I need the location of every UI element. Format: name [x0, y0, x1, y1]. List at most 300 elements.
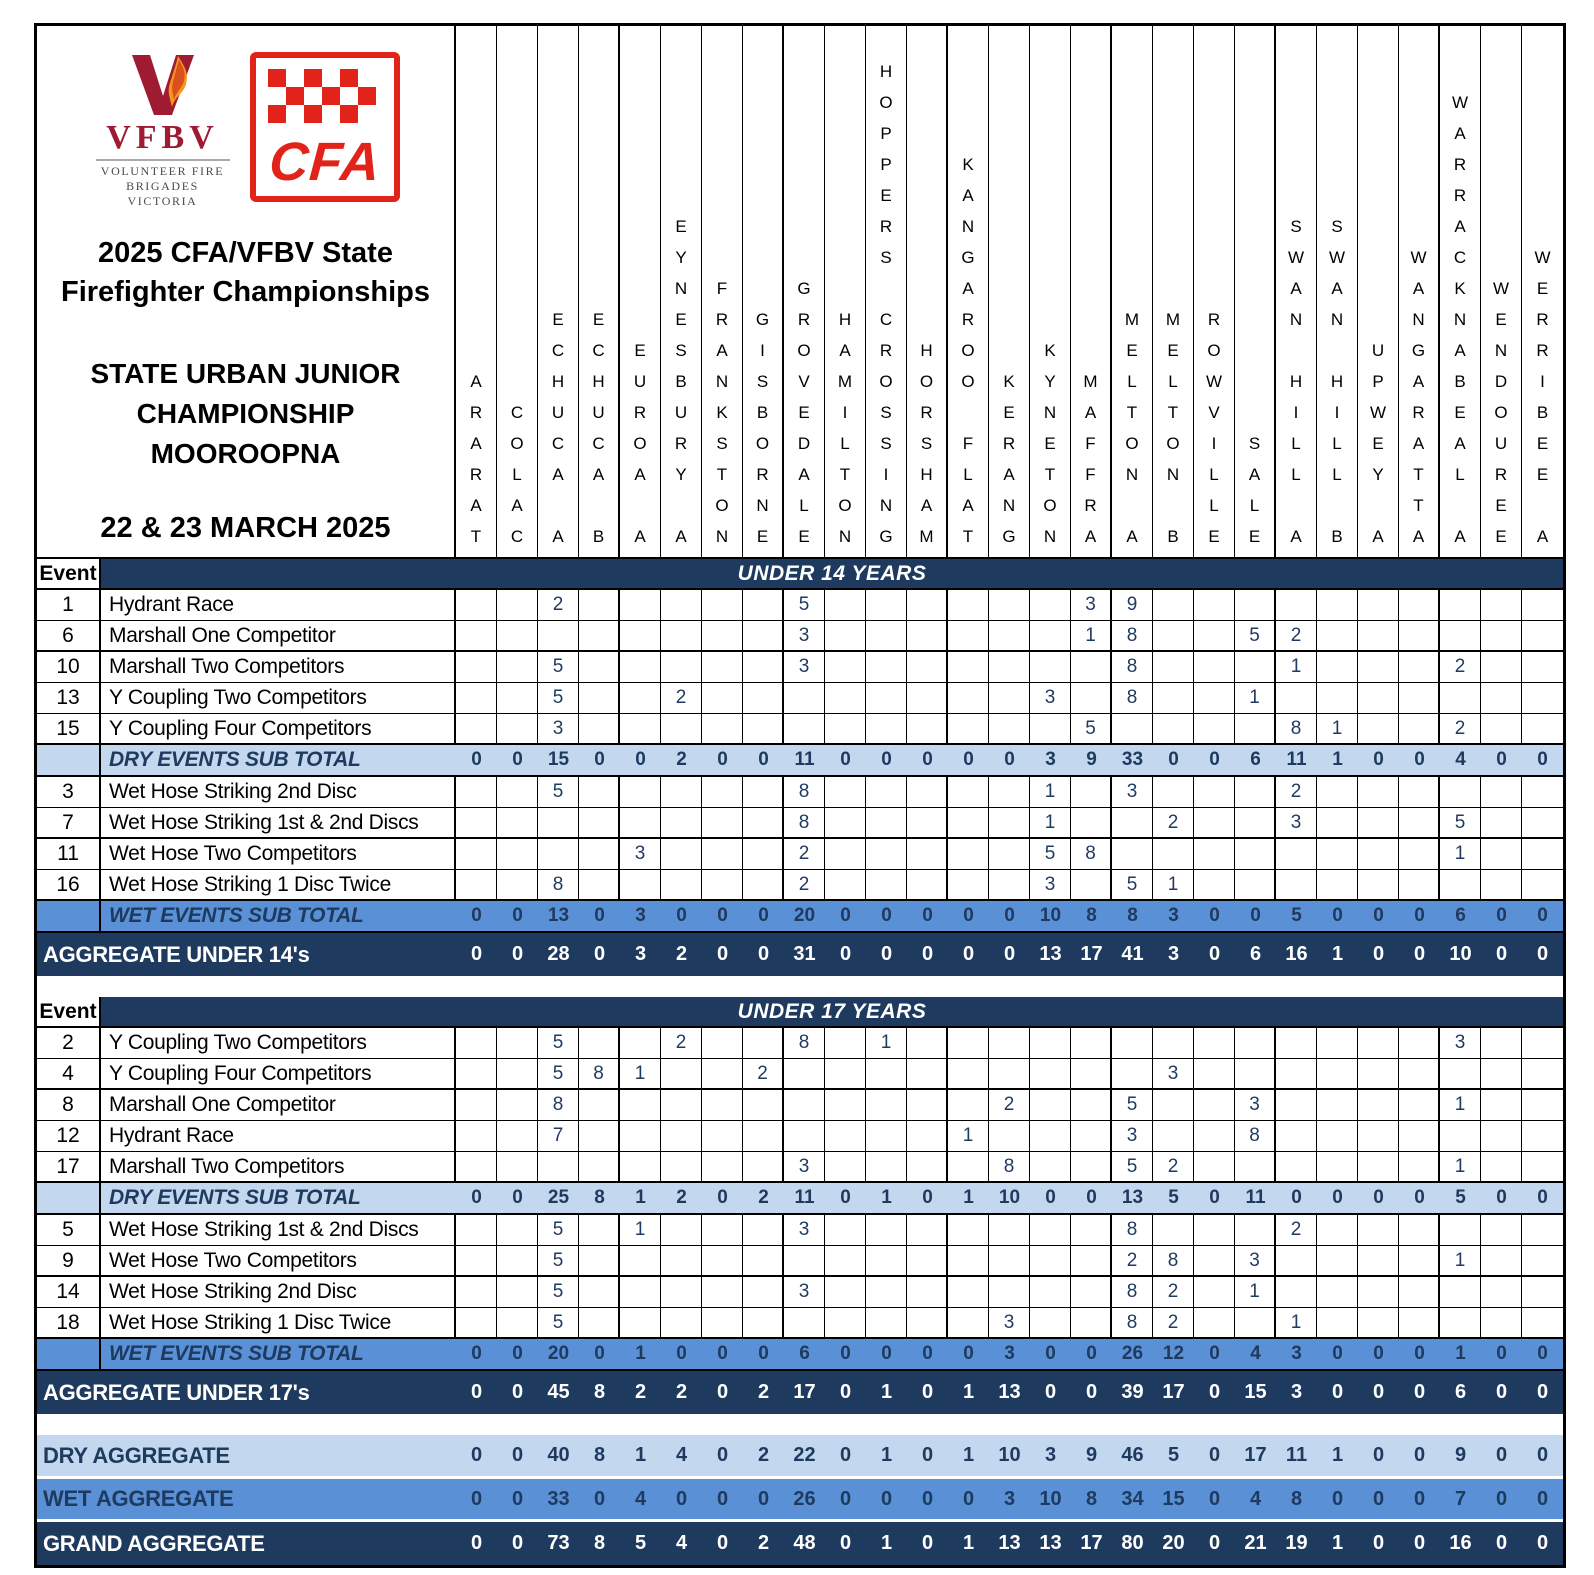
subtotal-cell: 0: [1522, 1339, 1563, 1371]
subtotal-cell: 3: [989, 1339, 1030, 1371]
event-column-header: Event: [37, 559, 101, 590]
score-cell: [579, 652, 620, 683]
score-cell: [989, 1215, 1030, 1246]
score-cell: 3: [1276, 808, 1317, 839]
score-cell: [989, 1121, 1030, 1152]
score-cell: [948, 1059, 989, 1090]
subtotal-cell: 0: [825, 1339, 866, 1371]
team-letter: F: [716, 279, 728, 298]
score-cell: [1153, 1121, 1194, 1152]
score-cell: 8: [1235, 1121, 1276, 1152]
score-cell: 1: [1235, 1277, 1276, 1308]
score-cell: [1071, 1215, 1112, 1246]
score-cell: 5: [1440, 808, 1481, 839]
score-cell: [620, 808, 661, 839]
score-cell: 1: [1440, 1152, 1481, 1183]
event-name: Y Coupling Two Competitors: [101, 1028, 456, 1059]
score-cell: [497, 1308, 538, 1339]
event-row: [37, 808, 1563, 839]
subtotal-cell: 0: [989, 745, 1030, 777]
subtotal-cell: 0: [456, 1183, 497, 1215]
score-cell: [948, 652, 989, 683]
total-cell: 46: [1112, 1435, 1153, 1476]
score-cell: 8: [1276, 714, 1317, 745]
team-letter: K: [716, 403, 728, 422]
team-letter: L: [512, 465, 522, 484]
score-cell: [1440, 870, 1481, 901]
team-letter: C: [551, 434, 565, 453]
total-cell: 0: [456, 1522, 497, 1565]
total-cell: 0: [825, 1522, 866, 1565]
score-cell: [1440, 1277, 1481, 1308]
subtotal-cell: 13: [538, 901, 579, 933]
score-cell: 2: [1276, 1215, 1317, 1246]
total-cell: 3: [1030, 1435, 1071, 1476]
team-letter: A: [798, 465, 810, 484]
score-cell: 2: [1153, 808, 1194, 839]
event-number: 15: [37, 714, 101, 745]
total-cell: 33: [538, 1479, 579, 1519]
team-letter: U: [592, 403, 605, 422]
total-cell: 0: [907, 1435, 948, 1476]
team-letter: A: [1290, 279, 1302, 298]
score-cell: [1194, 870, 1235, 901]
team-letter: S: [1331, 217, 1343, 236]
subtotal-cell: 0: [1071, 1339, 1112, 1371]
score-cell: [1235, 590, 1276, 621]
score-cell: [1030, 1152, 1071, 1183]
score-cell: [1358, 1028, 1399, 1059]
team-header-frankston: [702, 26, 743, 557]
score-cell: [1399, 1277, 1440, 1308]
score-cell: [989, 714, 1030, 745]
score-cell: [989, 870, 1030, 901]
total-cell: 15: [1153, 1479, 1194, 1519]
team-letter: N: [838, 527, 852, 546]
team-letter: S: [880, 434, 892, 453]
score-cell: [1112, 1028, 1153, 1059]
score-cell: [1194, 683, 1235, 714]
page-title-line1: 2025 CFA/VFBV State: [98, 237, 393, 269]
team-letter: W: [1534, 248, 1551, 267]
score-cell: [1317, 777, 1358, 808]
score-cell: [456, 777, 497, 808]
score-cell: [1194, 590, 1235, 621]
subtotal-cell: 0: [1481, 1339, 1522, 1371]
total-cell: 0: [1194, 1435, 1235, 1476]
total-cell: 0: [1399, 1479, 1440, 1519]
subtotal-cell: 0: [948, 901, 989, 933]
team-letter: A: [962, 186, 974, 205]
score-cell: [743, 777, 784, 808]
team-letter: O: [961, 372, 975, 391]
score-cell: [579, 808, 620, 839]
team-letter: K: [962, 155, 974, 174]
score-cell: [456, 870, 497, 901]
score-cell: [456, 1277, 497, 1308]
score-cell: [1235, 1215, 1276, 1246]
team-letter: E: [1126, 341, 1138, 360]
score-cell: [497, 683, 538, 714]
score-cell: [907, 870, 948, 901]
score-cell: [497, 777, 538, 808]
aggregate-label: AGGREGATE UNDER 17's: [37, 1371, 456, 1414]
team-letter: S: [1290, 217, 1302, 236]
total-cell: 0: [907, 1522, 948, 1565]
score-cell: [620, 1308, 661, 1339]
team-letter: O: [879, 372, 893, 391]
team-letter: W: [1287, 248, 1305, 267]
team-letter: E: [1495, 310, 1507, 329]
team-letter: W: [1205, 372, 1223, 391]
total-cell: 0: [702, 1522, 743, 1565]
score-cell: [1522, 1215, 1563, 1246]
score-cell: [1276, 1246, 1317, 1277]
team-header-melton-b: [1153, 26, 1194, 557]
score-cell: [1481, 714, 1522, 745]
team-letter: O: [838, 496, 852, 515]
score-cell: [1030, 621, 1071, 652]
total-cell: 8: [1276, 1479, 1317, 1519]
score-cell: [620, 777, 661, 808]
team-letter: T: [1167, 403, 1179, 422]
team-letter: E: [675, 310, 687, 329]
score-cell: [1276, 590, 1317, 621]
score-cell: [1071, 1090, 1112, 1121]
aggregate-cell: 13: [989, 1371, 1030, 1414]
team-letter: R: [674, 434, 688, 453]
score-cell: [948, 777, 989, 808]
team-letter: A: [716, 341, 728, 360]
total-cell: 0: [1522, 1522, 1563, 1565]
aggregate-cell: 0: [702, 933, 743, 976]
event-date: 22 & 23 MARCH 2025: [100, 512, 391, 544]
score-cell: [661, 1246, 702, 1277]
score-cell: [907, 1308, 948, 1339]
score-cell: [1481, 1215, 1522, 1246]
score-cell: 2: [1112, 1246, 1153, 1277]
subtotal-cell: 6: [1440, 901, 1481, 933]
team-letter: Y: [675, 465, 687, 484]
event-row: [37, 1152, 1563, 1183]
subtotal-cell: 0: [907, 745, 948, 777]
score-cell: 2: [784, 870, 825, 901]
aggregate-cell: 0: [948, 933, 989, 976]
score-cell: 2: [1153, 1152, 1194, 1183]
team-letter: A: [1412, 372, 1425, 391]
score-cell: [456, 683, 497, 714]
team-letter: T: [1126, 403, 1138, 422]
score-cell: [702, 777, 743, 808]
score-cell: [1194, 621, 1235, 652]
team-letter: S: [675, 341, 687, 360]
event-row: [37, 1308, 1563, 1339]
total-cell: 4: [661, 1522, 702, 1565]
subtotal-cell: 26: [1112, 1339, 1153, 1371]
total-cell: 8: [579, 1435, 620, 1476]
score-cell: [1317, 870, 1358, 901]
score-cell: [948, 808, 989, 839]
subtotal-cell: 0: [1358, 745, 1399, 777]
score-cell: [866, 590, 907, 621]
subtotal-cell: 1: [948, 1183, 989, 1215]
team-letter: A: [1248, 465, 1261, 484]
table-body: [37, 559, 1563, 1565]
score-cell: [702, 683, 743, 714]
subtotal-label: WET EVENTS SUB TOTAL: [101, 1339, 456, 1371]
score-cell: [989, 683, 1030, 714]
score-cell: [1276, 1121, 1317, 1152]
score-cell: [538, 1152, 579, 1183]
subtotal-cell: 0: [907, 1183, 948, 1215]
score-cell: [1235, 808, 1276, 839]
score-cell: [661, 839, 702, 870]
team-letter: A: [511, 496, 523, 515]
score-cell: [1522, 683, 1563, 714]
total-cell: 0: [825, 1435, 866, 1476]
subtotal-cell: 0: [825, 901, 866, 933]
score-cell: 3: [784, 652, 825, 683]
team-letter: R: [797, 310, 811, 329]
score-cell: [948, 1152, 989, 1183]
score-cell: [456, 1152, 497, 1183]
score-cell: [1522, 1090, 1563, 1121]
aggregate-cell: 6: [1235, 933, 1276, 976]
team-letter: N: [715, 372, 729, 391]
score-cell: [1235, 1152, 1276, 1183]
score-cell: [1317, 1246, 1358, 1277]
score-cell: [1112, 714, 1153, 745]
team-letter: E: [1208, 527, 1220, 546]
subtotal-cell: 8: [579, 1183, 620, 1215]
team-header-sale: [1235, 26, 1276, 557]
subtotal-cell: 33: [1112, 745, 1153, 777]
event-name: Wet Hose Striking 2nd Disc: [101, 1277, 456, 1308]
score-cell: [948, 714, 989, 745]
score-cell: 5: [1030, 839, 1071, 870]
score-cell: 5: [1235, 621, 1276, 652]
score-cell: [1071, 808, 1112, 839]
team-letter: A: [1331, 279, 1343, 298]
vfbv-flame-icon: [126, 103, 200, 120]
score-cell: [1071, 1308, 1112, 1339]
score-cell: [989, 1028, 1030, 1059]
score-cell: 5: [538, 777, 579, 808]
team-letter: H: [1289, 372, 1303, 391]
team-letter: A: [1084, 403, 1097, 422]
team-letter: H: [920, 341, 933, 360]
score-cell: 8: [784, 777, 825, 808]
team-letter: B: [1454, 372, 1466, 391]
subtotal-cell: 0: [743, 901, 784, 933]
subtotal-cell: 0: [1194, 1183, 1235, 1215]
total-cell: 0: [497, 1522, 538, 1565]
score-cell: [1194, 1152, 1235, 1183]
team-letter: O: [1494, 403, 1508, 422]
score-cell: [1030, 1277, 1071, 1308]
subtotal-cell: 0: [620, 745, 661, 777]
team-letter: C: [510, 403, 524, 422]
event-name: Marshall One Competitor: [101, 1090, 456, 1121]
score-cell: 1: [1276, 1308, 1317, 1339]
score-cell: [866, 1308, 907, 1339]
score-cell: [702, 1090, 743, 1121]
team-header-row: [456, 26, 1563, 557]
score-cell: [1522, 1121, 1563, 1152]
score-cell: 5: [1112, 870, 1153, 901]
team-letter: A: [634, 465, 646, 484]
team-letter: A: [552, 465, 564, 484]
score-cell: [1153, 1090, 1194, 1121]
score-cell: [866, 1059, 907, 1090]
subtotal-cell: 5: [1440, 1183, 1481, 1215]
subtotal-empty-cell: [37, 745, 101, 777]
team-letter: E: [798, 527, 810, 546]
total-cell: 0: [1194, 1522, 1235, 1565]
team-letter: H: [879, 62, 893, 81]
team-letter: R: [1536, 310, 1549, 329]
score-cell: [702, 590, 743, 621]
aggregate-cell: 0: [1522, 1371, 1563, 1414]
score-cell: [825, 1090, 866, 1121]
score-cell: 1: [1235, 683, 1276, 714]
score-cell: [1440, 777, 1481, 808]
cfa-wordmark: CFA: [266, 132, 383, 192]
team-letter: E: [1044, 434, 1056, 453]
score-cell: [1317, 839, 1358, 870]
score-cell: [1153, 621, 1194, 652]
score-cell: [866, 1246, 907, 1277]
score-cell: [866, 683, 907, 714]
score-cell: 3: [784, 1215, 825, 1246]
score-cell: 8: [1112, 652, 1153, 683]
total-cell: 0: [743, 1479, 784, 1519]
score-cell: [497, 839, 538, 870]
score-cell: [702, 714, 743, 745]
score-cell: [1481, 1246, 1522, 1277]
aggregate-cell: 3: [620, 933, 661, 976]
subtotal-cell: 0: [579, 1339, 620, 1371]
score-cell: [907, 808, 948, 839]
spacer-row: [37, 976, 1563, 997]
team-letter: M: [919, 527, 934, 546]
score-cell: [1276, 1028, 1317, 1059]
team-letter: B: [756, 403, 769, 422]
team-letter: N: [1289, 310, 1303, 329]
team-letter: A: [962, 279, 974, 298]
team-letter: N: [1043, 527, 1057, 546]
team-letter: A: [1454, 527, 1466, 546]
score-cell: [1030, 1308, 1071, 1339]
score-cell: [702, 1246, 743, 1277]
score-cell: 1: [948, 1121, 989, 1152]
score-cell: [1235, 652, 1276, 683]
score-cell: 2: [1440, 714, 1481, 745]
score-cell: [497, 652, 538, 683]
score-cell: [456, 1215, 497, 1246]
team-header-colac: [497, 26, 538, 557]
aggregate-cell: 1: [948, 1371, 989, 1414]
score-cell: [579, 1215, 620, 1246]
aggregate-cell: 10: [1440, 933, 1481, 976]
subtotal-cell: 0: [1358, 901, 1399, 933]
team-letter: E: [1372, 434, 1384, 453]
score-cell: [1153, 652, 1194, 683]
score-cell: [1481, 870, 1522, 901]
score-cell: [1399, 1152, 1440, 1183]
page-title-line2: Firefighter Championships: [61, 276, 430, 308]
cfa-logo: [250, 52, 400, 202]
score-cell: [1358, 870, 1399, 901]
team-letter: N: [1166, 465, 1180, 484]
total-cell: 19: [1276, 1522, 1317, 1565]
subtotal-cell: 1: [1317, 745, 1358, 777]
score-cell: 2: [538, 590, 579, 621]
event-name: Y Coupling Four Competitors: [101, 1059, 456, 1090]
score-cell: [1481, 1308, 1522, 1339]
aggregate-cell: 0: [866, 933, 907, 976]
team-letter: A: [470, 372, 482, 391]
score-cell: [1235, 839, 1276, 870]
score-cell: 9: [1112, 590, 1153, 621]
team-letter: R: [1494, 465, 1508, 484]
score-cell: [497, 590, 538, 621]
score-cell: 1: [1071, 621, 1112, 652]
team-header-ararat: [456, 26, 497, 557]
team-letter: O: [1166, 434, 1180, 453]
event-number: 4: [37, 1059, 101, 1090]
score-cell: 8: [1112, 683, 1153, 714]
score-cell: [1399, 777, 1440, 808]
team-letter: A: [1454, 434, 1466, 453]
aggregate-cell: 41: [1112, 933, 1153, 976]
team-letter: R: [1536, 341, 1549, 360]
score-cell: [1317, 1090, 1358, 1121]
subtotal-cell: 4: [1440, 745, 1481, 777]
score-cell: 5: [538, 1215, 579, 1246]
team-letter: N: [1453, 310, 1467, 329]
event-name: Hydrant Race: [101, 590, 456, 621]
total-cell: 0: [948, 1479, 989, 1519]
score-cell: [825, 1308, 866, 1339]
score-cell: [825, 683, 866, 714]
aggregate-cell: 0: [907, 1371, 948, 1414]
score-cell: [948, 1028, 989, 1059]
total-cell: 0: [1522, 1479, 1563, 1519]
event-number: 7: [37, 808, 101, 839]
team-letter: L: [840, 434, 850, 453]
team-letter: I: [1540, 372, 1545, 391]
vfbv-divider: [96, 159, 230, 161]
score-cell: [456, 1246, 497, 1277]
subtotal-cell: 0: [702, 1183, 743, 1215]
vfbv-org-line1: VOLUNTEER FIRE: [100, 164, 225, 178]
score-cell: 1: [1030, 777, 1071, 808]
total-cell: 13: [1030, 1522, 1071, 1565]
score-cell: [661, 1059, 702, 1090]
subtotal-cell: 11: [784, 745, 825, 777]
event-name: Wet Hose Two Competitors: [101, 1246, 456, 1277]
team-letter: B: [675, 372, 687, 391]
score-cell: [579, 1152, 620, 1183]
score-cell: 2: [743, 1059, 784, 1090]
total-cell: 7: [1440, 1479, 1481, 1519]
total-cell: 5: [620, 1522, 661, 1565]
score-cell: [497, 1215, 538, 1246]
subtotal-cell: 4: [1235, 1339, 1276, 1371]
score-cell: [456, 1090, 497, 1121]
team-letter: L: [1332, 434, 1342, 453]
